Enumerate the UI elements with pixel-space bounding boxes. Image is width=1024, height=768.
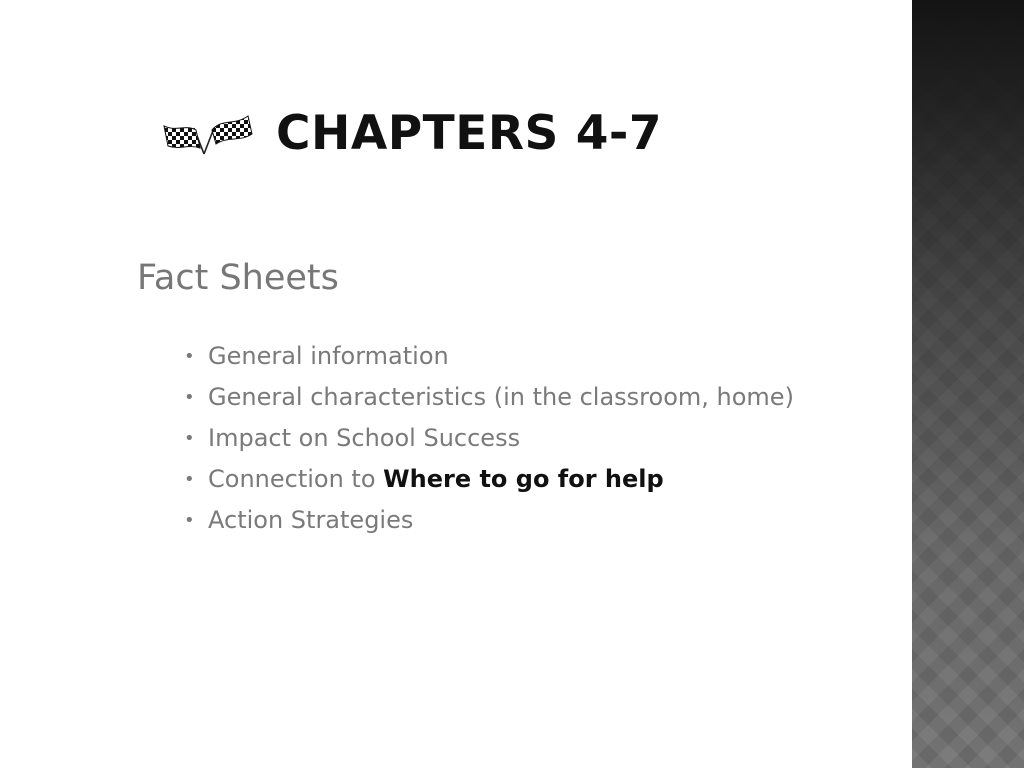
- bullet-dot-icon: •: [184, 469, 195, 490]
- list-item-text: Action Strategies: [208, 506, 414, 534]
- list-item-text: Connection to: [208, 465, 384, 493]
- title-row: [160, 100, 662, 166]
- bullet-dot-icon: •: [184, 346, 195, 367]
- list-item-text: General information: [208, 342, 449, 370]
- bullet-dot-icon: •: [184, 428, 195, 449]
- list-item-text: General characteristics (in the classroom, home): [208, 383, 794, 411]
- list-item: [184, 500, 794, 541]
- decorative-side-panel: [912, 0, 1024, 768]
- list-item-text: Impact on School Success: [208, 424, 521, 452]
- list-item: [184, 377, 794, 418]
- bullet-dot-icon: •: [184, 510, 195, 531]
- bullet-dot-icon: •: [184, 387, 195, 408]
- section-subtitle: Fact Sheets: [137, 258, 339, 298]
- list-item: [184, 336, 794, 377]
- list-item: [184, 418, 794, 459]
- list-item: [184, 459, 794, 500]
- checkered-flags-icon: [160, 108, 256, 158]
- slide-title: CHAPTERS 4-7: [276, 105, 663, 161]
- help-link[interactable]: Where to go for help: [383, 465, 664, 493]
- bullet-list: [184, 336, 794, 541]
